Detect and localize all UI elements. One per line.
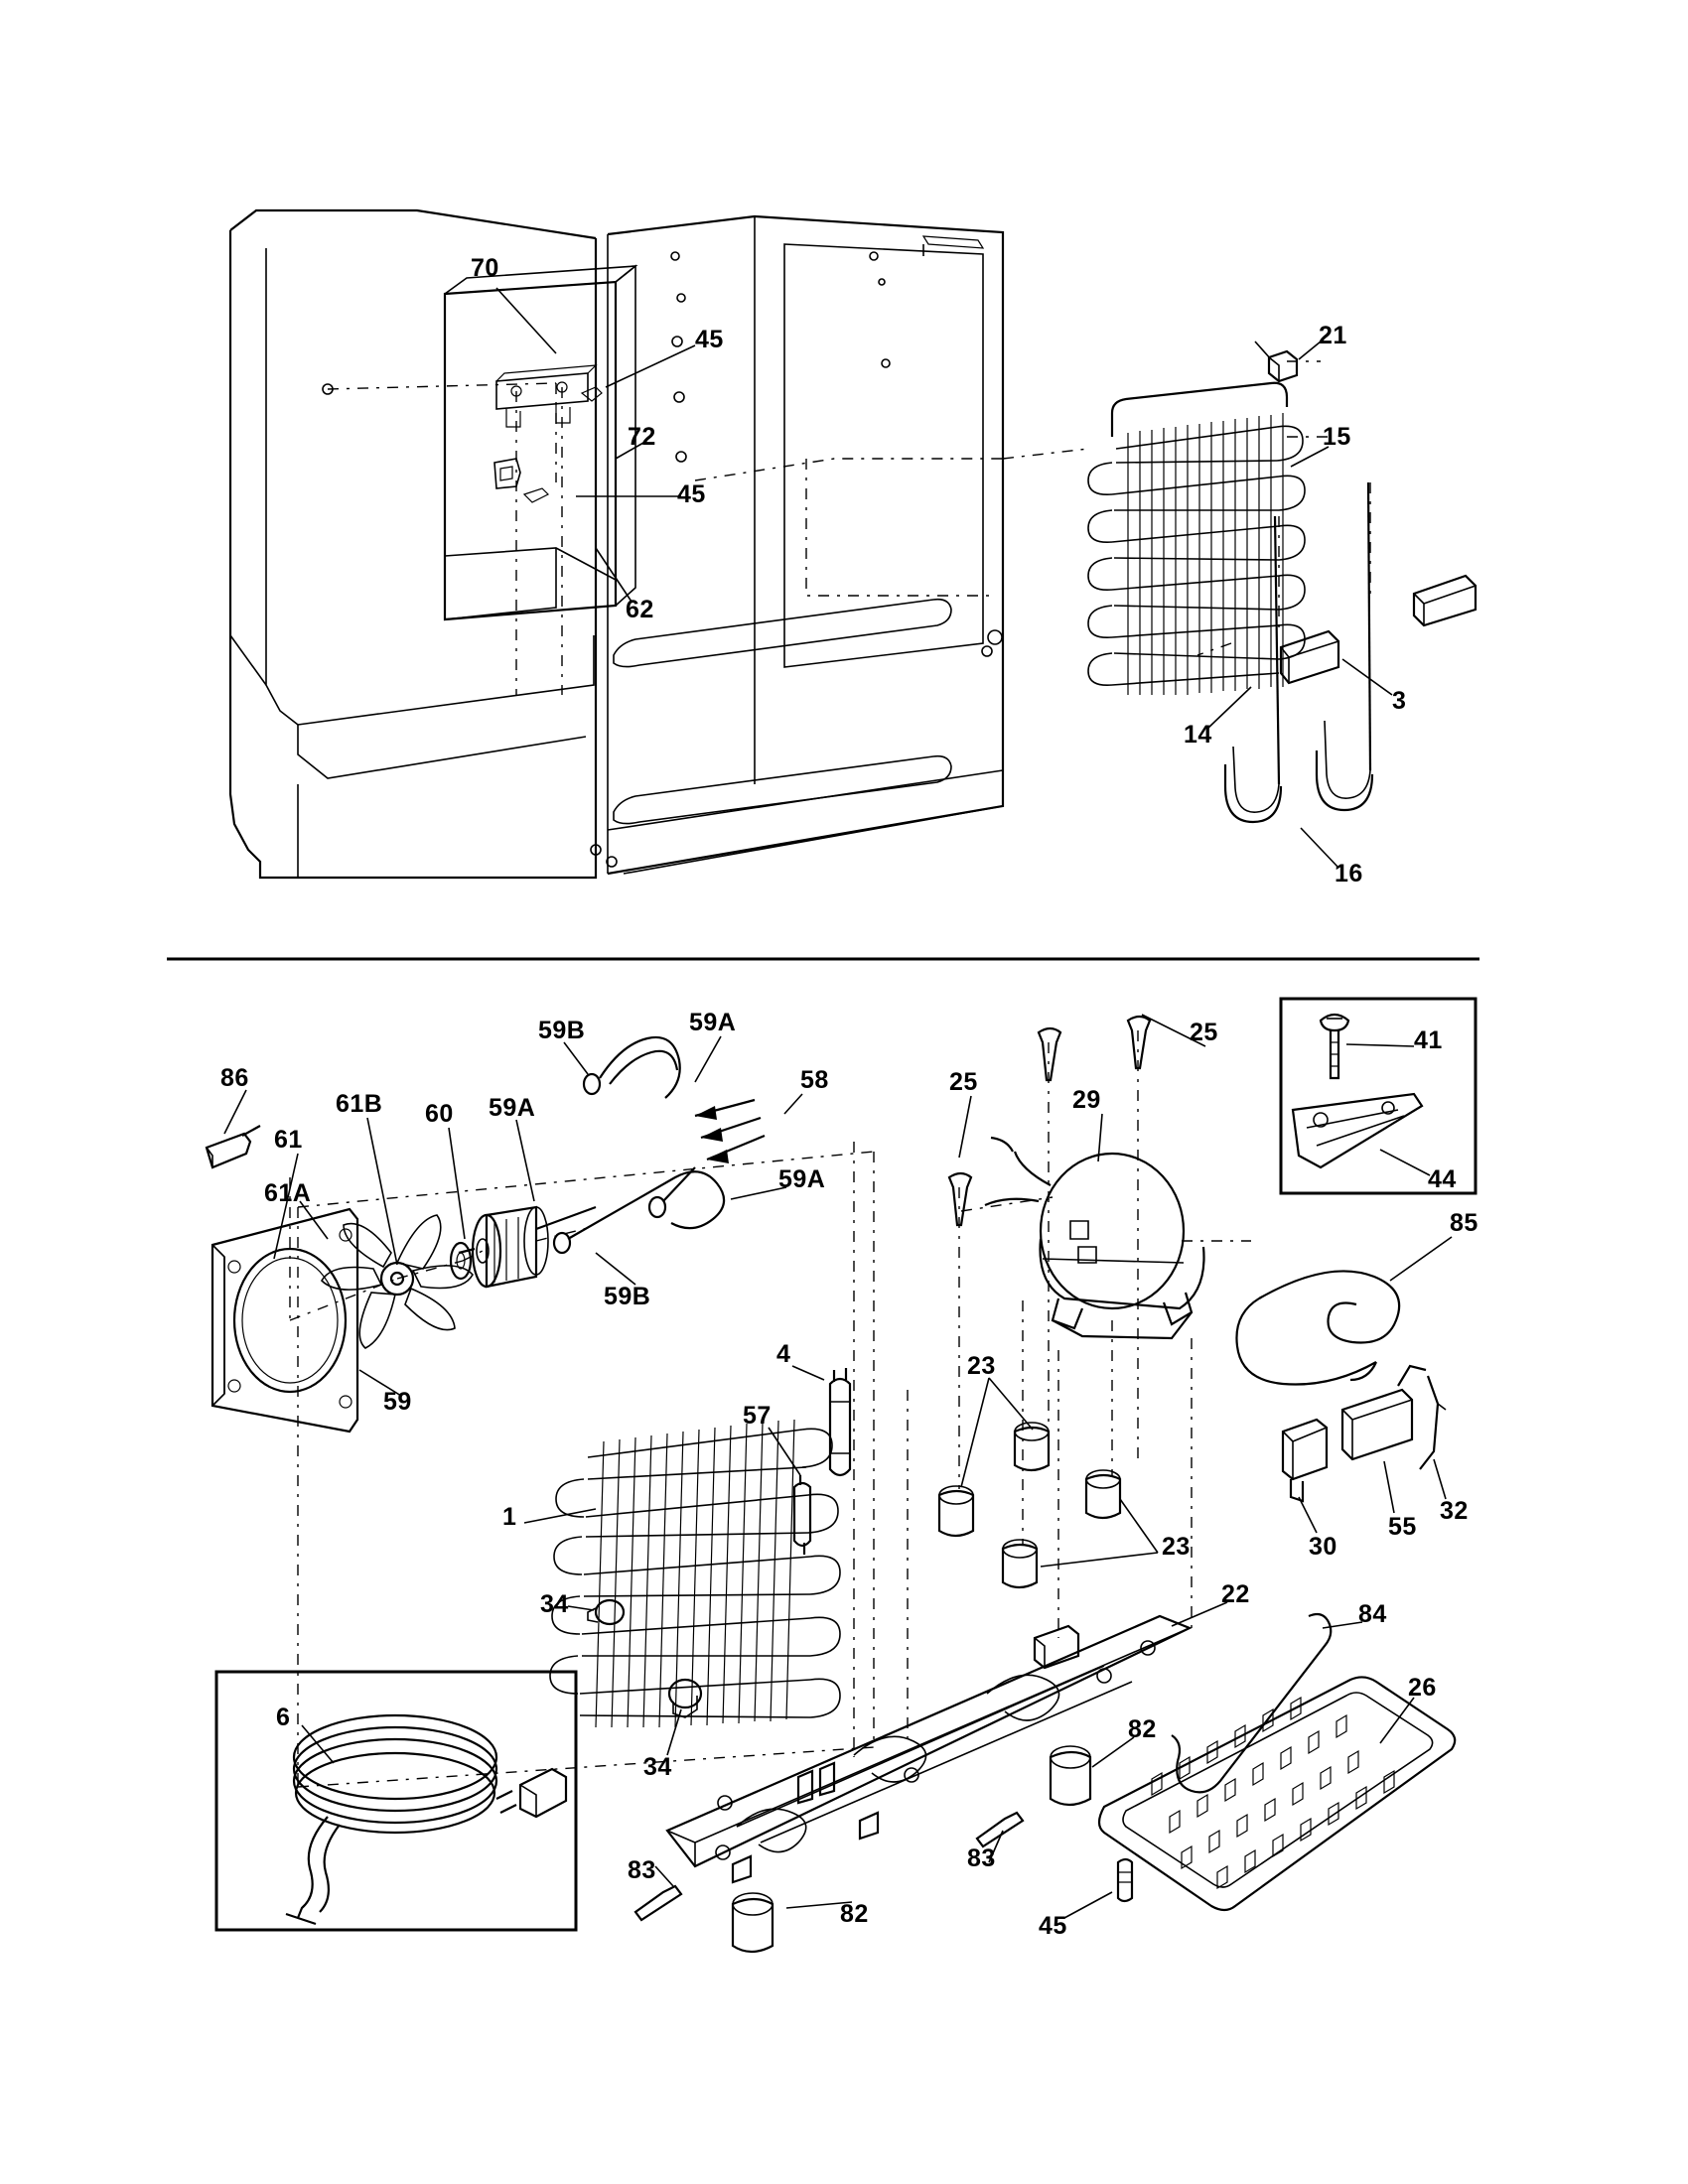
callout-70: 70	[471, 254, 499, 282]
callout-59A-3: 59A	[778, 1165, 826, 1193]
callout-59: 59	[383, 1388, 412, 1416]
callout-58: 58	[800, 1066, 829, 1094]
drier-and-clamps	[1197, 482, 1476, 822]
callout-41: 41	[1414, 1026, 1443, 1054]
callout-59B-2: 59B	[604, 1283, 651, 1310]
callout-25-a: 25	[949, 1068, 978, 1096]
callout-59A-2: 59A	[689, 1009, 737, 1036]
callout-21: 21	[1319, 322, 1347, 349]
callout-57: 57	[743, 1402, 772, 1430]
callout-6: 6	[276, 1704, 291, 1731]
callout-82-b: 82	[840, 1900, 869, 1928]
callout-59A-1: 59A	[489, 1094, 536, 1122]
callout-45-upper: 45	[695, 326, 724, 353]
callout-44: 44	[1428, 1165, 1457, 1193]
callout-60: 60	[425, 1100, 454, 1128]
callout-23-a: 23	[967, 1352, 996, 1380]
callout-72: 72	[628, 423, 656, 451]
wire-clamp-85	[1236, 1271, 1399, 1384]
callout-86: 86	[220, 1064, 249, 1092]
callout-30: 30	[1309, 1533, 1337, 1561]
callout-34-b: 34	[643, 1753, 672, 1781]
bracket-86	[207, 1126, 260, 1167]
callout-61: 61	[274, 1126, 303, 1154]
callout-59B-1: 59B	[538, 1017, 586, 1044]
callout-83-b: 83	[967, 1844, 996, 1872]
compressor-mount-hardware	[939, 1017, 1150, 1587]
defrost-heater-and-fuse	[794, 1368, 850, 1555]
callout-83-a: 83	[628, 1856, 656, 1884]
callout-84: 84	[1358, 1600, 1387, 1628]
callout-4: 4	[776, 1340, 791, 1368]
compressor	[985, 1138, 1204, 1338]
inset-panel-hardware	[1281, 999, 1476, 1193]
inset-panel-power-cord	[216, 1672, 576, 1930]
callout-85: 85	[1450, 1209, 1478, 1237]
callout-34-a: 34	[540, 1590, 569, 1618]
callout-15: 15	[1323, 423, 1351, 451]
fan-shroud	[212, 1209, 357, 1432]
callout-45-base: 45	[1039, 1912, 1067, 1940]
motor-wiring	[536, 1037, 765, 1253]
callout-29: 29	[1072, 1086, 1101, 1114]
callout-25-b: 25	[1190, 1019, 1218, 1046]
callout-45-lower: 45	[677, 480, 706, 508]
callout-32: 32	[1440, 1497, 1469, 1525]
condenser-coil	[1088, 341, 1305, 719]
relay-overload-assembly	[1283, 1366, 1446, 1501]
callout-82-a: 82	[1128, 1715, 1157, 1743]
callout-61B: 61B	[336, 1090, 383, 1118]
callout-3: 3	[1392, 687, 1407, 715]
callout-61A: 61A	[264, 1179, 312, 1207]
callout-55: 55	[1388, 1513, 1417, 1541]
evaporator-coil	[550, 1420, 840, 1727]
callout-62: 62	[626, 596, 654, 623]
callout-23-b: 23	[1162, 1533, 1191, 1561]
callout-26: 26	[1408, 1674, 1437, 1702]
callout-22: 22	[1221, 1580, 1250, 1608]
drain-pan	[1099, 1614, 1455, 1910]
callout-1: 1	[502, 1503, 517, 1531]
callout-16: 16	[1335, 860, 1363, 887]
callout-14: 14	[1184, 721, 1212, 749]
